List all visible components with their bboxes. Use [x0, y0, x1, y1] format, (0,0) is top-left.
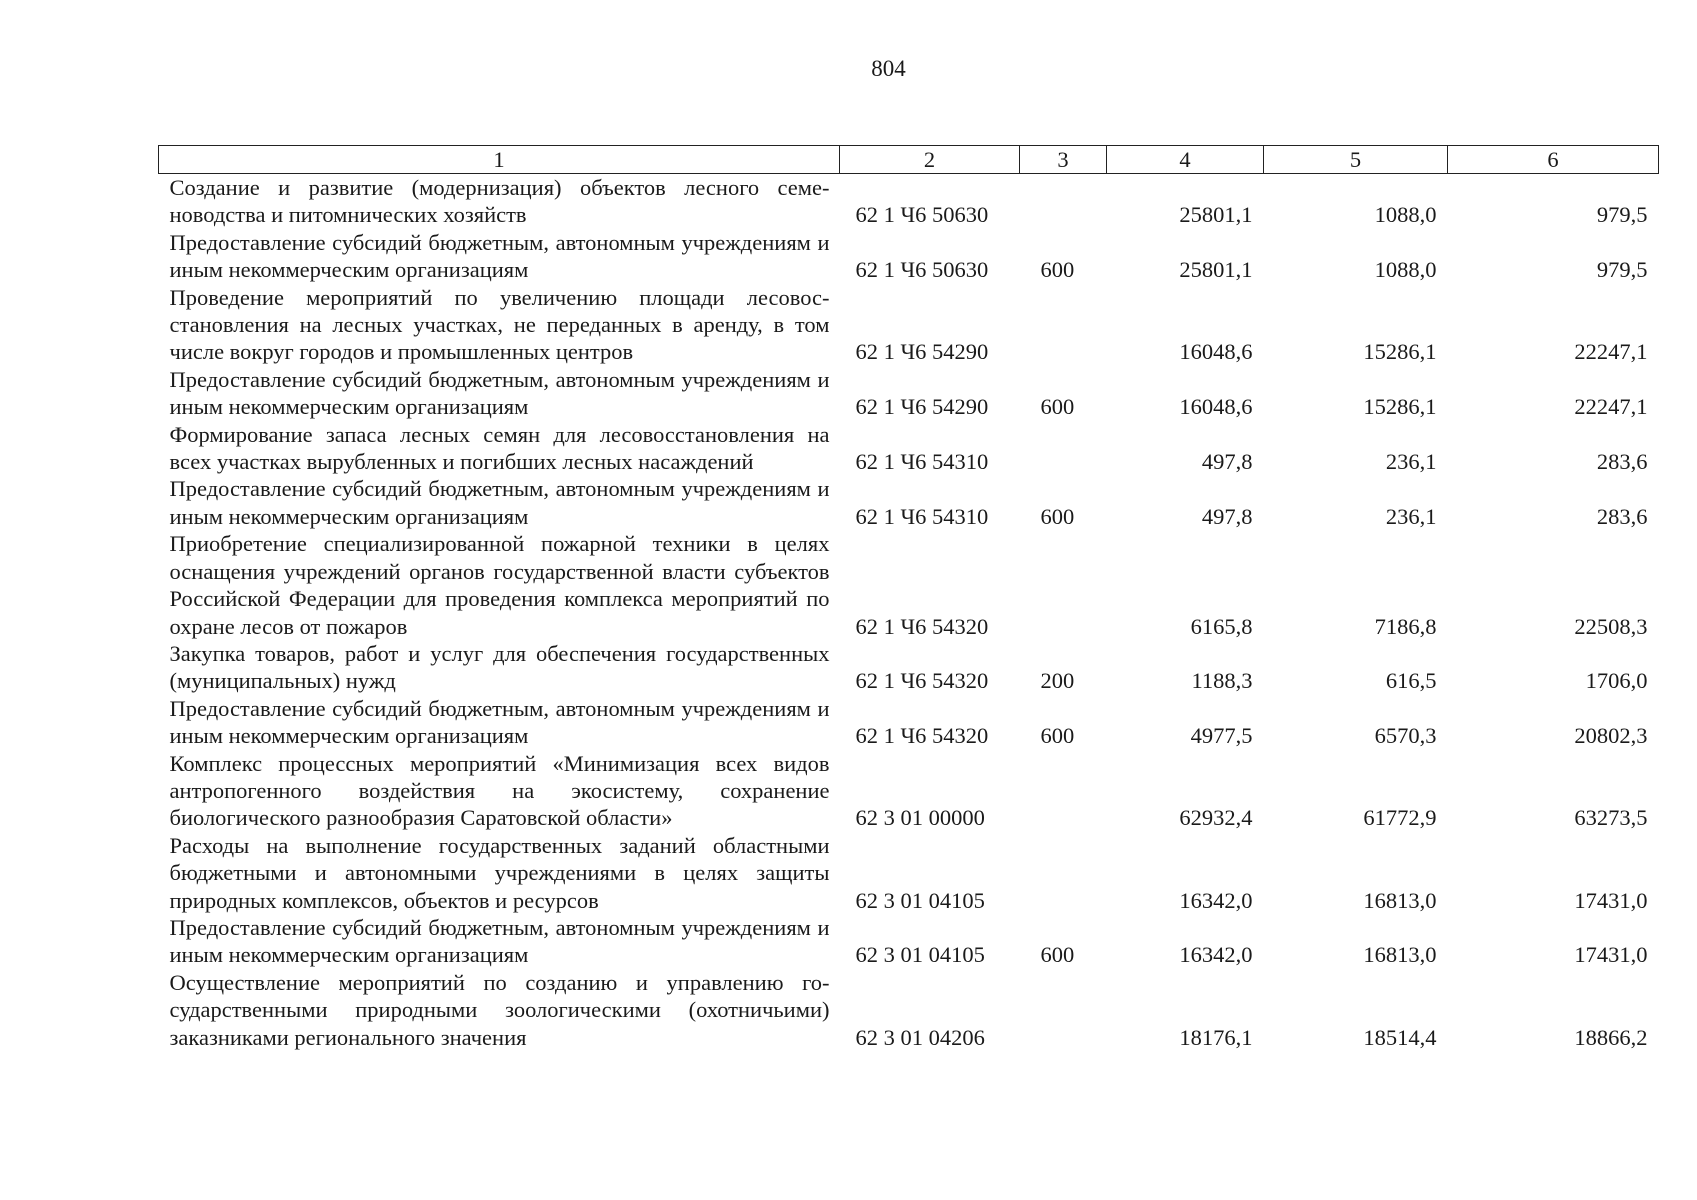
row-name: Расходы на выполнение государственных заданий областными бюджетными и автономными учреждениями в целях защиты природных комплексов, объектов и ресурсов	[169, 832, 830, 913]
table-row	[159, 530, 1659, 640]
row-name: Приобретение специализированной пожарной техники в целях оснащения учреждений органов государственной власти субъектов Российской Федерации для проведения комплекса мероприятий по охране лесов от пожаров	[169, 531, 830, 639]
table-header	[159, 146, 1659, 174]
row-value-col6: 979,5	[1596, 202, 1648, 228]
row-value-col6: 979,5	[1596, 257, 1648, 283]
row-value-col4: 6165,8	[1190, 613, 1253, 639]
table-body	[159, 174, 1659, 1052]
table-row	[159, 421, 1659, 476]
column-header-2: 2	[840, 146, 1020, 174]
row-code: 62 3 01 04105	[855, 942, 985, 968]
column-header-6: 6	[1448, 146, 1659, 174]
row-name: Создание и развитие (модернизация) объектов лесного семеноводства и питомнических хозяйств	[169, 175, 830, 228]
row-value-col5: 61772,9	[1363, 805, 1437, 831]
row-expense-type	[1020, 174, 1107, 229]
table-row	[159, 750, 1659, 832]
row-value-col6: 283,6	[1596, 503, 1648, 529]
row-value-col6: 17431,0	[1574, 887, 1648, 913]
table-row	[159, 174, 1659, 229]
row-name: Предоставление субсидий бюджетным, автономным учреждениям и иным некоммерческим организациям	[169, 366, 830, 420]
table-row	[159, 284, 1659, 366]
row-name: Предоставление субсидий бюджетным, автономным учреждениям и иным некоммерческим организациям	[169, 476, 830, 529]
row-code: 62 1 Ч6 54310	[855, 503, 989, 529]
table-row	[159, 969, 1659, 1051]
row-code: 62 3 01 04105	[855, 887, 985, 913]
row-name: Закупка товаров, работ и услуг для обеспечения государственных (муниципальных) нужд	[169, 640, 830, 694]
table-row	[159, 832, 1659, 914]
row-name: Осуществление мероприятий по созданию и управлению государственными природными зоологическими (охотничьими) заказниками регионального значения	[169, 969, 830, 1050]
row-value-col4: 497,8	[1201, 449, 1253, 475]
row-value-col6: 22247,1	[1574, 394, 1648, 420]
row-value-col5: 18514,4	[1363, 1024, 1437, 1050]
row-value-col4: 18176,1	[1179, 1024, 1253, 1050]
row-expense-type: 600	[1040, 503, 1075, 529]
page-number: 804	[871, 56, 906, 81]
row-expense-type	[1020, 750, 1107, 832]
row-value-col4: 16342,0	[1179, 887, 1253, 913]
row-name: Предоставление субсидий бюджетным, автономным учреждениям и иным некоммерческим организациям	[169, 695, 830, 749]
row-value-col6: 18866,2	[1574, 1024, 1648, 1050]
row-value-col4: 25801,1	[1179, 202, 1253, 228]
row-expense-type	[1020, 530, 1107, 640]
row-name: Формирование запаса лесных семян для лесовосстановления на всех участках вырубленных и погибших лесных насаждений	[169, 421, 830, 475]
budget-table	[158, 145, 1659, 1051]
row-expense-type: 600	[1040, 257, 1075, 283]
table-row	[159, 366, 1659, 421]
row-value-col4: 497,8	[1201, 503, 1253, 529]
row-value-col4: 16048,6	[1179, 339, 1253, 365]
row-value-col5: 6570,3	[1374, 723, 1437, 749]
table-row	[159, 229, 1659, 284]
row-value-col5: 1088,0	[1374, 202, 1437, 228]
row-value-col4: 1188,3	[1191, 668, 1253, 694]
row-value-col4: 62932,4	[1179, 805, 1253, 831]
row-value-col5: 15286,1	[1363, 394, 1437, 420]
row-expense-type	[1020, 284, 1107, 366]
column-header-4: 4	[1107, 146, 1264, 174]
row-value-col5: 16813,0	[1363, 942, 1437, 968]
row-code: 62 1 Ч6 50630	[855, 202, 989, 228]
row-code: 62 1 Ч6 54320	[855, 613, 989, 639]
column-header-5: 5	[1264, 146, 1448, 174]
row-expense-type	[1020, 421, 1107, 476]
row-value-col5: 616,5	[1385, 668, 1437, 694]
row-code: 62 1 Ч6 54290	[855, 339, 989, 365]
header-row	[159, 146, 1659, 174]
row-name: Комплекс процессных мероприятий «Минимизация всех видов антропогенного воздействия на экосистему, сохранение биологического разнообразия Саратовской области»	[169, 750, 830, 831]
row-name: Предоставление субсидий бюджетным, автономным учреждениям и иным некоммерческим организациям	[169, 229, 830, 283]
row-value-col6: 22247,1	[1574, 339, 1648, 365]
row-value-col6: 63273,5	[1574, 805, 1648, 831]
row-value-col5: 16813,0	[1363, 887, 1437, 913]
row-expense-type	[1020, 832, 1107, 914]
row-value-col4: 4977,5	[1190, 723, 1253, 749]
row-value-col4: 16048,6	[1179, 394, 1253, 420]
row-code: 62 1 Ч6 54290	[855, 394, 989, 420]
row-value-col4: 16342,0	[1179, 942, 1253, 968]
row-code: 62 1 Ч6 54310	[855, 449, 989, 475]
row-value-col6: 17431,0	[1574, 942, 1648, 968]
row-value-col5: 15286,1	[1363, 339, 1437, 365]
row-code: 62 3 01 00000	[855, 805, 985, 831]
row-value-col6: 1706,0	[1585, 668, 1648, 694]
table-row	[159, 695, 1659, 750]
row-expense-type: 600	[1040, 723, 1075, 749]
row-value-col6: 283,6	[1596, 449, 1648, 475]
column-header-3: 3	[1020, 146, 1107, 174]
row-expense-type: 600	[1040, 942, 1075, 968]
row-code: 62 1 Ч6 54320	[855, 723, 989, 749]
table-row	[159, 914, 1659, 969]
row-value-col5: 236,1	[1385, 449, 1437, 475]
row-value-col4: 25801,1	[1179, 257, 1253, 283]
row-value-col5: 236,1	[1385, 503, 1437, 529]
row-code: 62 3 01 04206	[855, 1024, 985, 1050]
row-code: 62 1 Ч6 54320	[855, 668, 989, 694]
row-value-col5: 1088,0	[1374, 257, 1437, 283]
row-code: 62 1 Ч6 50630	[855, 257, 989, 283]
row-value-col6: 22508,3	[1574, 613, 1648, 639]
row-expense-type: 200	[1040, 668, 1075, 694]
row-value-col6: 20802,3	[1574, 723, 1648, 749]
column-header-1: 1	[159, 146, 840, 174]
table-row	[159, 640, 1659, 695]
row-expense-type: 600	[1040, 394, 1075, 420]
table-row	[159, 475, 1659, 530]
row-expense-type	[1020, 969, 1107, 1051]
row-name: Предоставление субсидий бюджетным, автономным учреждениям и иным некоммерческим организациям	[169, 914, 830, 968]
row-value-col5: 7186,8	[1374, 613, 1437, 639]
row-name: Проведение мероприятий по увеличению площади лесовосстановления на лесных участках, не переданных в аренду, в том числе вокруг городов и промышленных центров	[169, 284, 830, 365]
